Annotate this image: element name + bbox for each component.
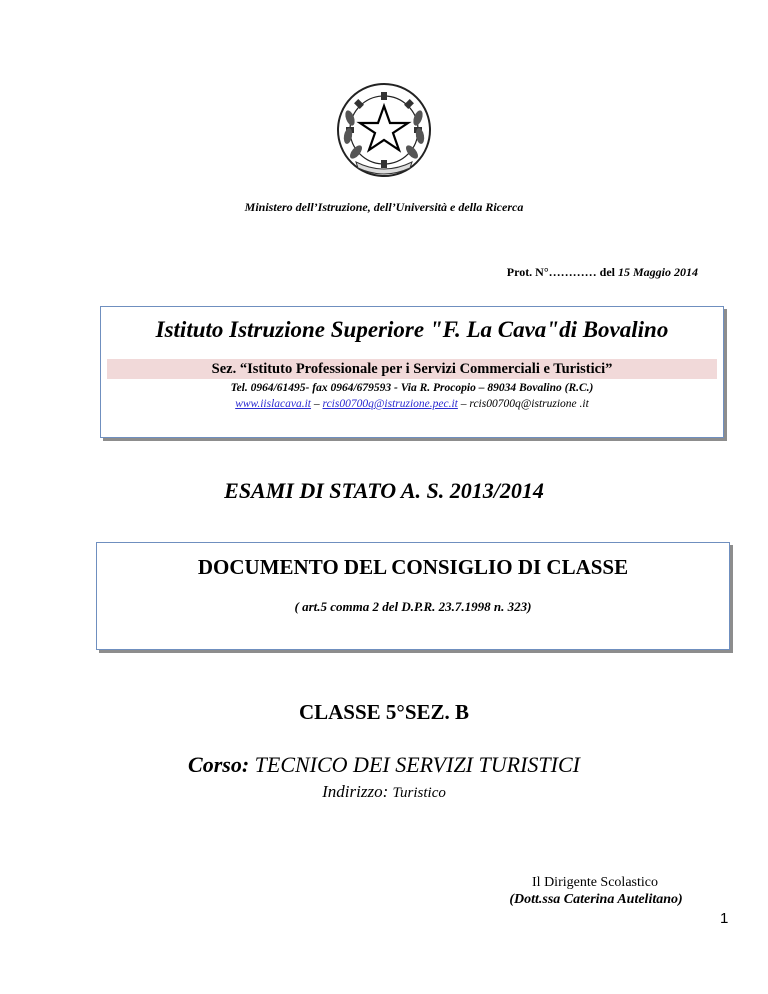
- indirizzo-value: Turistico: [392, 785, 446, 801]
- signature-role: Il Dirigente Scolastico: [532, 875, 658, 890]
- class-label: CLASSE 5°SEZ. B: [298, 700, 470, 724]
- document-subtitle: ( art.5 comma 2 del D.P.R. 23.7.1998 n. 323): [294, 599, 532, 614]
- ministry-name: Ministero dell’Istruzione, dell’Università e della Ricerca: [244, 200, 524, 214]
- signature-name: (Dott.ssa Caterina Autelitano): [509, 892, 683, 907]
- institute-section: Sez. “Istituto Professionale per i Servizi Commerciali e Turistici”: [107, 359, 717, 379]
- website-link[interactable]: www.iislacava.it: [235, 398, 312, 410]
- protocol-label: Prot. N°………… del: [506, 265, 618, 279]
- document-box: [96, 542, 730, 650]
- indirizzo-colon: :: [382, 782, 393, 801]
- pec-email-link[interactable]: rcis00700q@istruzione.pec.it: [322, 398, 458, 410]
- exam-title: ESAMI DI STATO A. S. 2013/2014: [224, 478, 544, 503]
- republic-emblem-icon: [332, 78, 436, 182]
- link-separator: –: [311, 398, 323, 410]
- institute-contacts: Tel. 0964/61495- fax 0964/679593 - Via R. Procopio – 89034 Bovalino (R.C.): [230, 382, 594, 394]
- protocol-date: 15 Maggio 2014: [617, 265, 698, 279]
- course-label: Corso:: [188, 752, 250, 777]
- institute-email: rcis00700q@istruzione .it: [469, 398, 589, 410]
- institute-links: [101, 397, 723, 411]
- course-value: TECNICO DEI SERVIZI TURISTICI: [249, 752, 580, 777]
- indirizzo-line: [0, 782, 768, 802]
- institute-box: [100, 306, 724, 438]
- course-line: [0, 752, 768, 778]
- indirizzo-label: Indirizzo: [322, 782, 383, 801]
- protocol-line: [507, 265, 698, 280]
- link-separator-2: –: [457, 398, 470, 410]
- institute-title: Istituto Istruzione Superiore "F. La Cava"di Bovalino: [155, 317, 669, 342]
- document-title: DOCUMENTO DEL CONSIGLIO DI CLASSE: [197, 555, 629, 579]
- page-number: 1: [720, 910, 729, 927]
